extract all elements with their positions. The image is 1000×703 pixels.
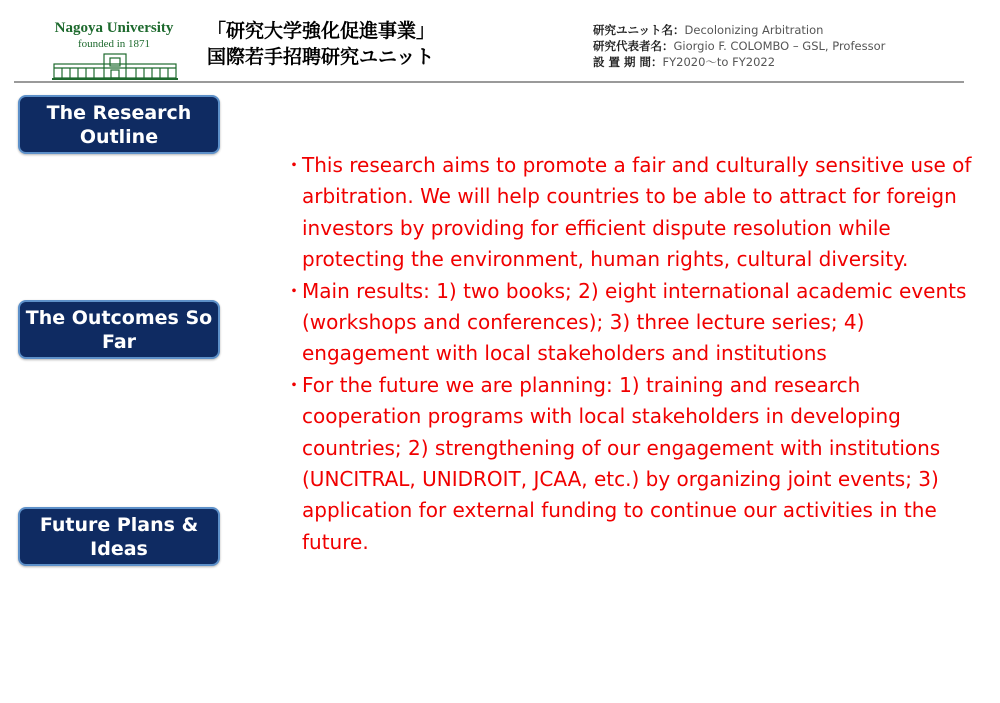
bullet-mark: ・ [284,278,304,303]
program-title [207,18,567,70]
bullet-item [284,370,984,558]
section-outcomes-so-far: The Outcomes So Far [18,300,220,359]
info-key: 研究ユニット名： [593,23,685,37]
program-title-line-2: 国際若手招聘研究ユニット [207,46,435,68]
university-name: Nagoya University [54,20,174,36]
content-body [284,150,984,558]
section-research-outline: The Research Outline [18,95,220,154]
university-logo [48,20,180,82]
info-value: FY2020～to FY2022 [662,55,776,69]
program-title-line-1: 「研究大学強化促進事業」 [207,20,436,42]
info-row-unit-name [593,22,993,38]
info-value: Decolonizing Arbitration [684,23,824,37]
bullet-text: This research aims to promote a fair and culturally sensitive use of arbitration. We will help countries to be able to attract for foreign investors by providing for efficient dispute resolution while protecting the environment, human rights, cultural diversity. [302,153,972,272]
info-key: 研究代表者名： [593,39,674,53]
bullet-item [284,276,984,370]
section-future-plans: Future Plans & Ideas [18,507,220,566]
info-value: Giorgio F. COLOMBO – GSL, Professor [673,39,886,53]
header-divider [14,81,964,83]
info-row-representative [593,38,993,54]
founded-year: founded in 1871 [77,38,151,50]
bullet-text: For the future we are planning: 1) training and research cooperation programs with local stakeholders in developing countries; 2) strengthening of our engagement with institutions (UNCITRAL, UNIDROIT, JCAA, etc.) by organizing joint events; 3) application for external funding to continue our activities in the future. [302,372,941,554]
info-key: 設 置 期 間： [593,55,663,69]
university-building-icon [52,52,178,80]
bullet-mark: ・ [284,372,304,397]
info-row-period [593,54,993,70]
unit-info [593,22,993,70]
bullet-mark: ・ [284,153,304,177]
bullet-item [284,150,984,276]
bullet-text: Main results: 1) two books; 2) eight international academic events (workshops and conferences); 3) three lecture series; 4) engagement with local stakeholders and institutions [302,278,967,366]
